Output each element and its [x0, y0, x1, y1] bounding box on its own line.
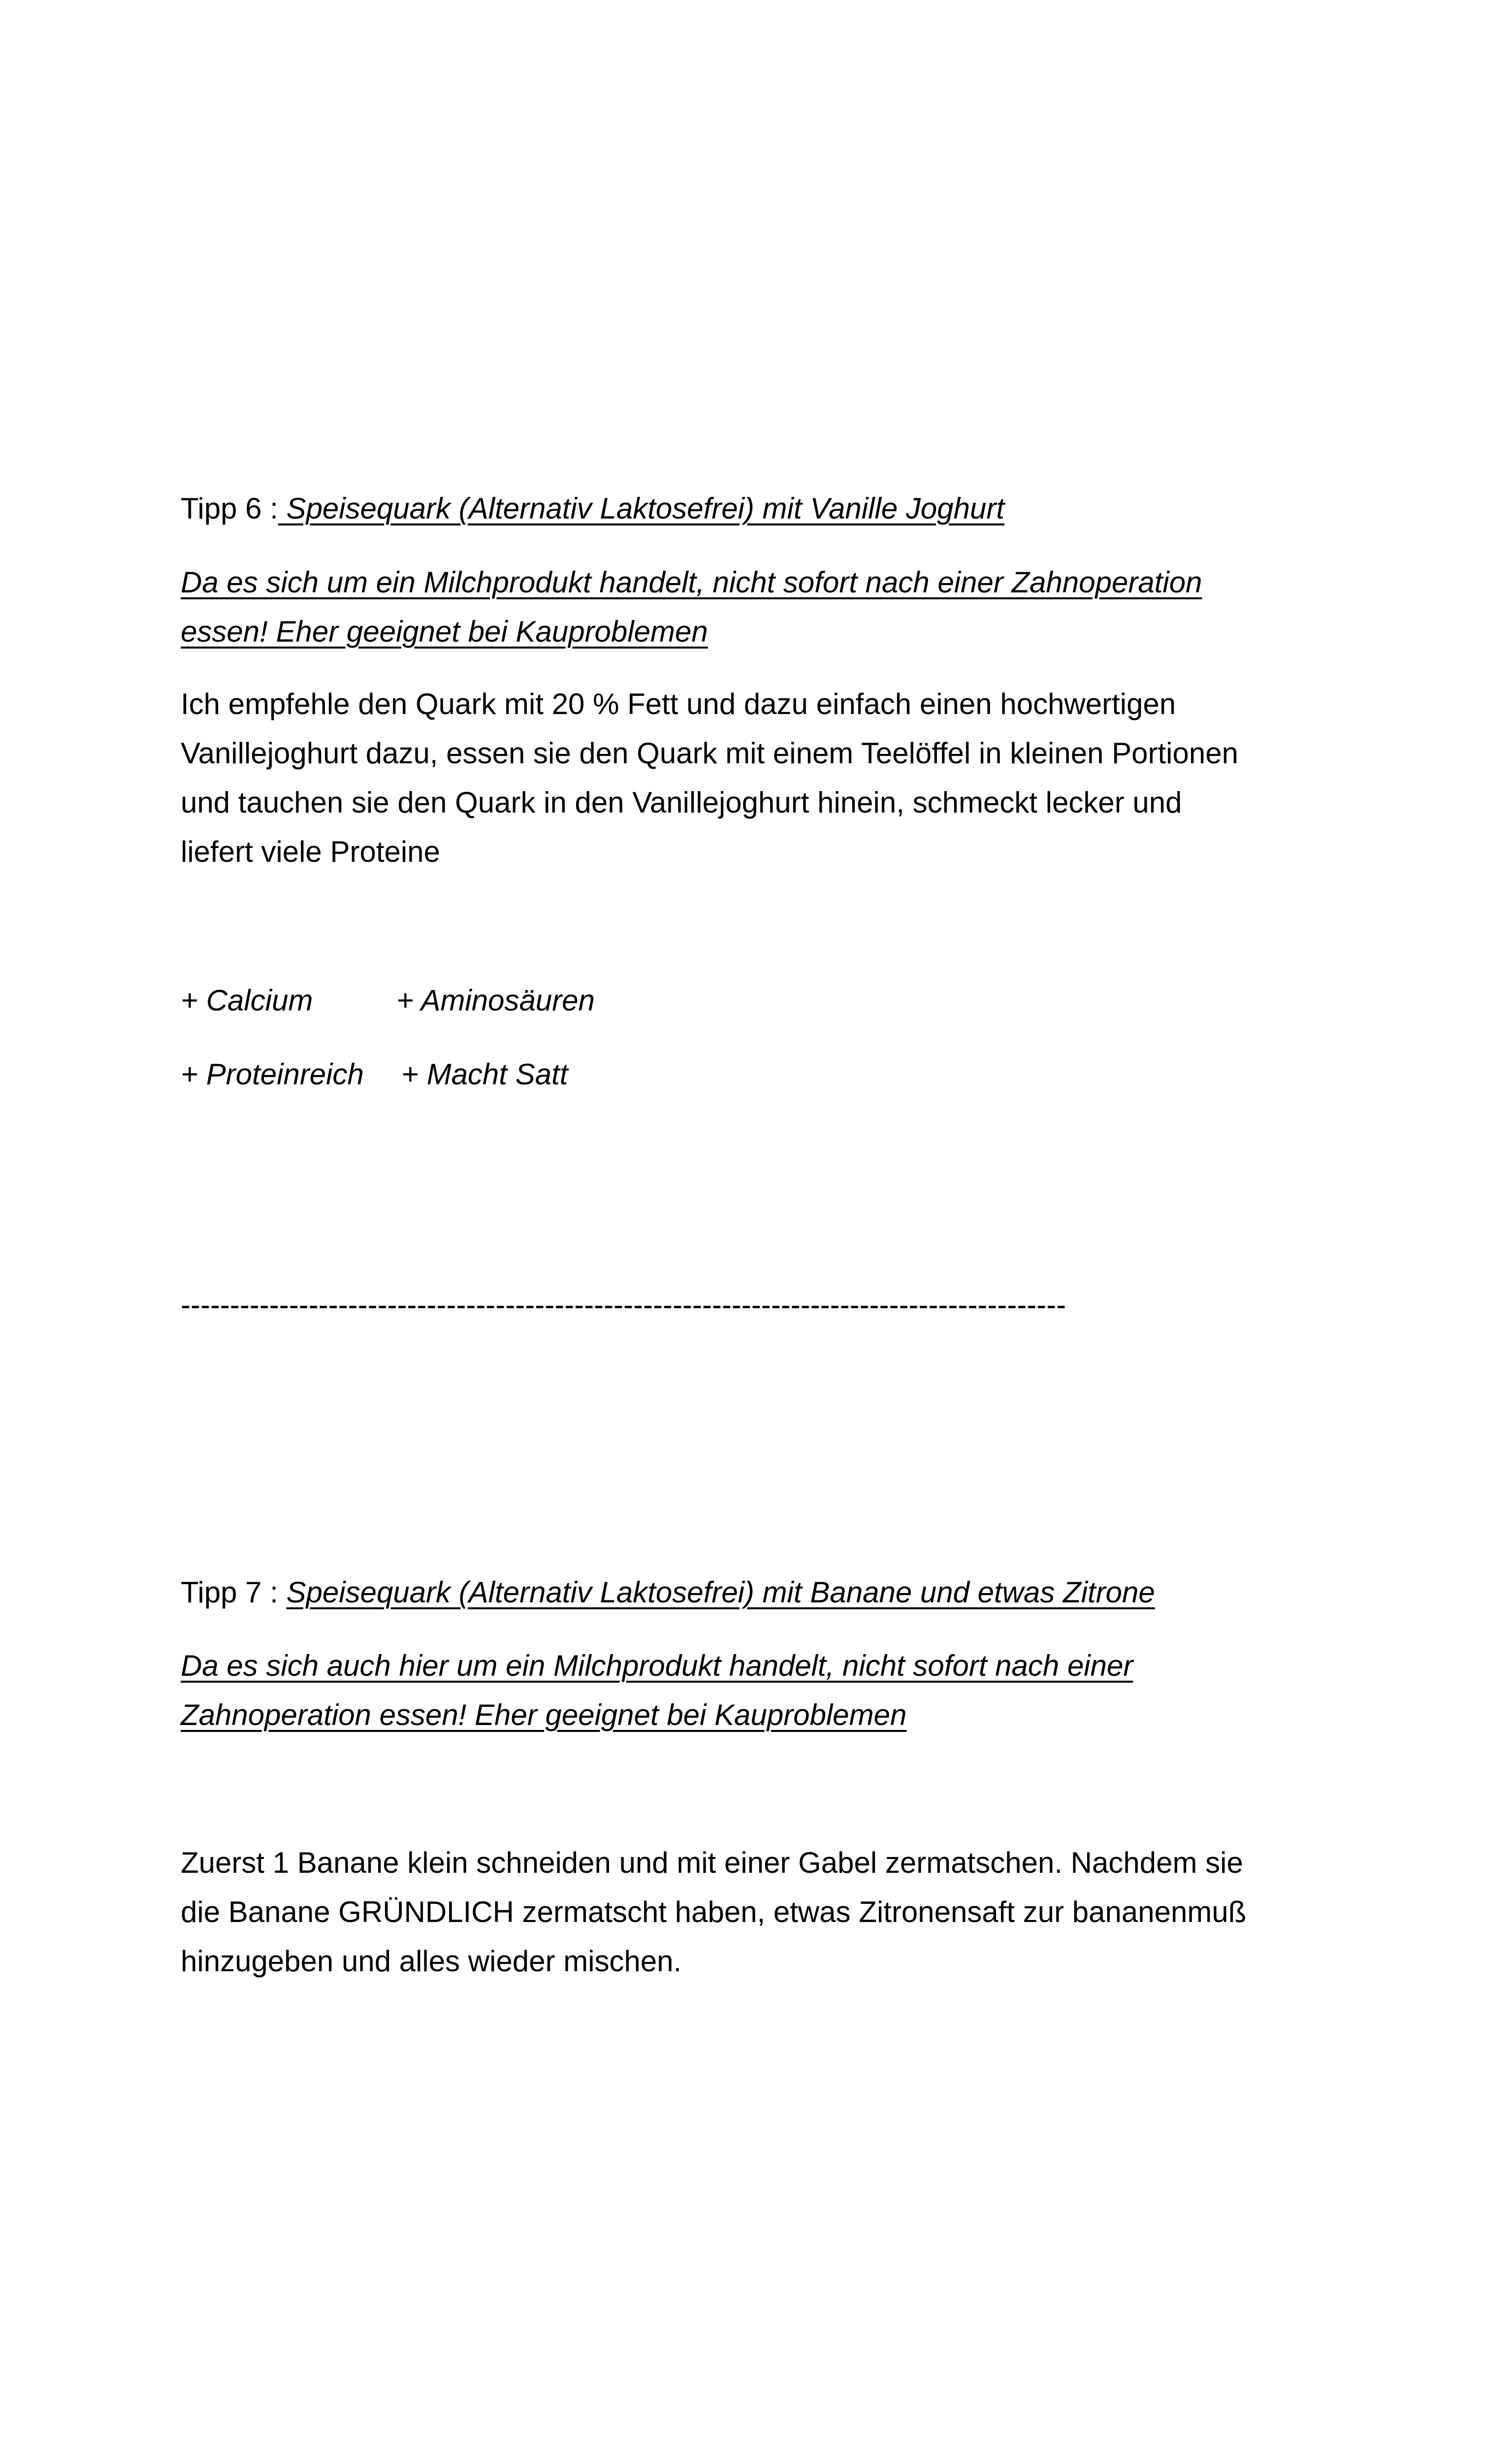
tip7-body-line: Zuerst 1 Banane klein schneiden und mit einer Gabel zermatschen. Nachdem sie	[181, 1846, 1243, 1879]
tip6-body-line: und tauchen sie den Quark in den Vanillejoghurt hinein, schmeckt lecker und	[181, 786, 1182, 819]
benefit-item: + Proteinreich	[181, 1058, 364, 1091]
tip7-body	[181, 1838, 1362, 1986]
tip7-body-line: hinzugeben und alles wieder mischen.	[181, 1945, 682, 1978]
tip6-body-line: Vanillejoghurt dazu, essen sie den Quark mit einem Teelöffel in kleinen Portionen	[181, 737, 1238, 770]
tip7-title: Speisequark (Alternativ Laktosefrei) mit Banane und etwas Zitrone	[286, 1576, 1155, 1609]
benefit-item: + Aminosäuren	[396, 984, 595, 1017]
tip7-label: Tipp 7 :	[181, 1576, 278, 1609]
section-divider: ------------------------------------------------------------------------------------------	[181, 1288, 1066, 1321]
tip7-body-line: die Banane GRÜNDLICH zermatscht haben, etwas Zitronensaft zur bananenmuß	[181, 1895, 1247, 1928]
tip6-benefits-row	[181, 976, 595, 1025]
tip6-benefits-row	[181, 1050, 568, 1099]
benefit-item: + Calcium	[181, 984, 313, 1017]
tip7-heading	[181, 1568, 1155, 1617]
tip6-title: Speisequark (Alternativ Laktosefrei) mit Vanille Joghurt	[278, 492, 1005, 525]
tip6-warning-line: Da es sich um ein Milchprodukt handelt, nicht sofort nach einer Zahnoperation	[181, 566, 1202, 599]
tip6-body-line: liefert viele Proteine	[181, 835, 440, 868]
benefit-item: + Macht Satt	[401, 1058, 568, 1091]
tip6-body	[181, 680, 1362, 877]
tip6-warning	[181, 558, 1362, 656]
tip6-heading	[181, 484, 1004, 533]
tip6-label: Tipp 6 :	[181, 492, 278, 525]
tip7-warning-line: Zahnoperation essen! Eher geeignet bei Kauproblemen	[181, 1698, 907, 1731]
tip7-warning-line: Da es sich auch hier um ein Milchprodukt handelt, nicht sofort nach einer	[181, 1649, 1133, 1682]
tip7-warning	[181, 1641, 1362, 1740]
tip6-body-line: Ich empfehle den Quark mit 20 % Fett und dazu einfach einen hochwertigen	[181, 687, 1176, 720]
tip6-warning-line: essen! Eher geeignet bei Kauproblemen	[181, 615, 708, 648]
